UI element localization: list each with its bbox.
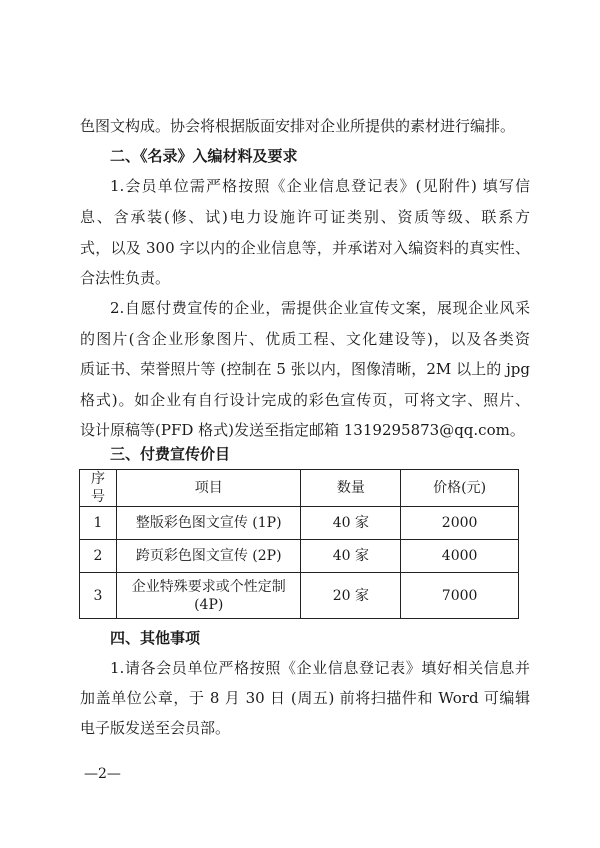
row-item [116,573,301,619]
row-price: 2000 [401,507,519,540]
table-row [80,573,519,619]
section-2-para-2-line-5: 设计原稿等(PFD 格式)发送至指定邮箱 1319295873@qq.com。 [80,421,525,439]
page-number: —2— [84,766,121,782]
table-row [80,507,519,540]
section-2-para-1-line-3: 式，以及 300 字以内的企业信息等，并承诺对入编资料的真实性、 [80,239,530,257]
row-item-line-1: 企业特殊要求或个性定制 [131,578,286,595]
table-row [80,540,519,573]
header-no: 序号 [80,470,117,507]
row-item-line-2: (4P) [194,596,224,613]
section-4-para-1-line-1: 1.请各会员单位严格按照《企业信息登记表》填好相关信息并 [110,659,530,677]
section-4-para-1-line-2: 加盖单位公章，于 8 月 30 日 (周五) 前将扫描件和 Word 可编辑 [80,689,530,707]
header-qty: 数量 [301,470,401,507]
row-qty: 20 家 [301,573,401,619]
section-2-para-1-line-2: 息、含承装(修、试)电力设施许可证类别、资质等级、联系方 [80,208,530,226]
row-no: 1 [80,507,117,540]
header-item: 项目 [116,470,301,507]
row-qty: 40 家 [301,507,401,540]
row-no: 3 [80,573,117,619]
row-item: 跨页彩色图文宣传 (2P) [116,540,301,573]
section-4-heading: 四、其他事项 [110,629,201,647]
section-4-para-1-line-3: 电子版发送至会员部。 [80,719,231,737]
price-table-header-row [80,470,519,507]
row-item: 整版彩色图文宣传 (1P) [116,507,301,540]
section-2-para-2-line-4: 格式)。如企业有自行设计完成的彩色宣传页，可将文字、照片、 [80,391,530,409]
header-price: 价格(元) [401,470,519,507]
row-price: 4000 [401,540,519,573]
section-2-para-2-line-1: 2.自愿付费宣传的企业，需提供企业宣传文案，展现企业风采 [110,299,530,317]
intro-continuation: 色图文构成。协会将根据版面安排对企业所提供的素材进行编排。 [80,117,516,135]
section-2-para-1-line-4: 合法性负责。 [80,269,171,287]
row-no: 2 [80,540,117,573]
section-2-para-2-line-3: 质证书、荣誉照片等 (控制在 5 张以内，图像清晰，2M 以上的 jpg [80,360,530,378]
row-price: 7000 [401,573,519,619]
section-3-heading: 三、付费宣传价目 [110,445,231,463]
section-2-heading: 二、《名录》入编材料及要求 [110,147,298,165]
section-2-para-1-line-1: 1.会员单位需严格按照《企业信息登记表》(见附件) 填写信 [110,177,530,195]
section-2-para-2-line-2: 的图片(含企业形象图片、优质工程、文化建设等)，以及各类资 [80,330,530,348]
price-table [79,469,519,619]
row-qty: 40 家 [301,540,401,573]
